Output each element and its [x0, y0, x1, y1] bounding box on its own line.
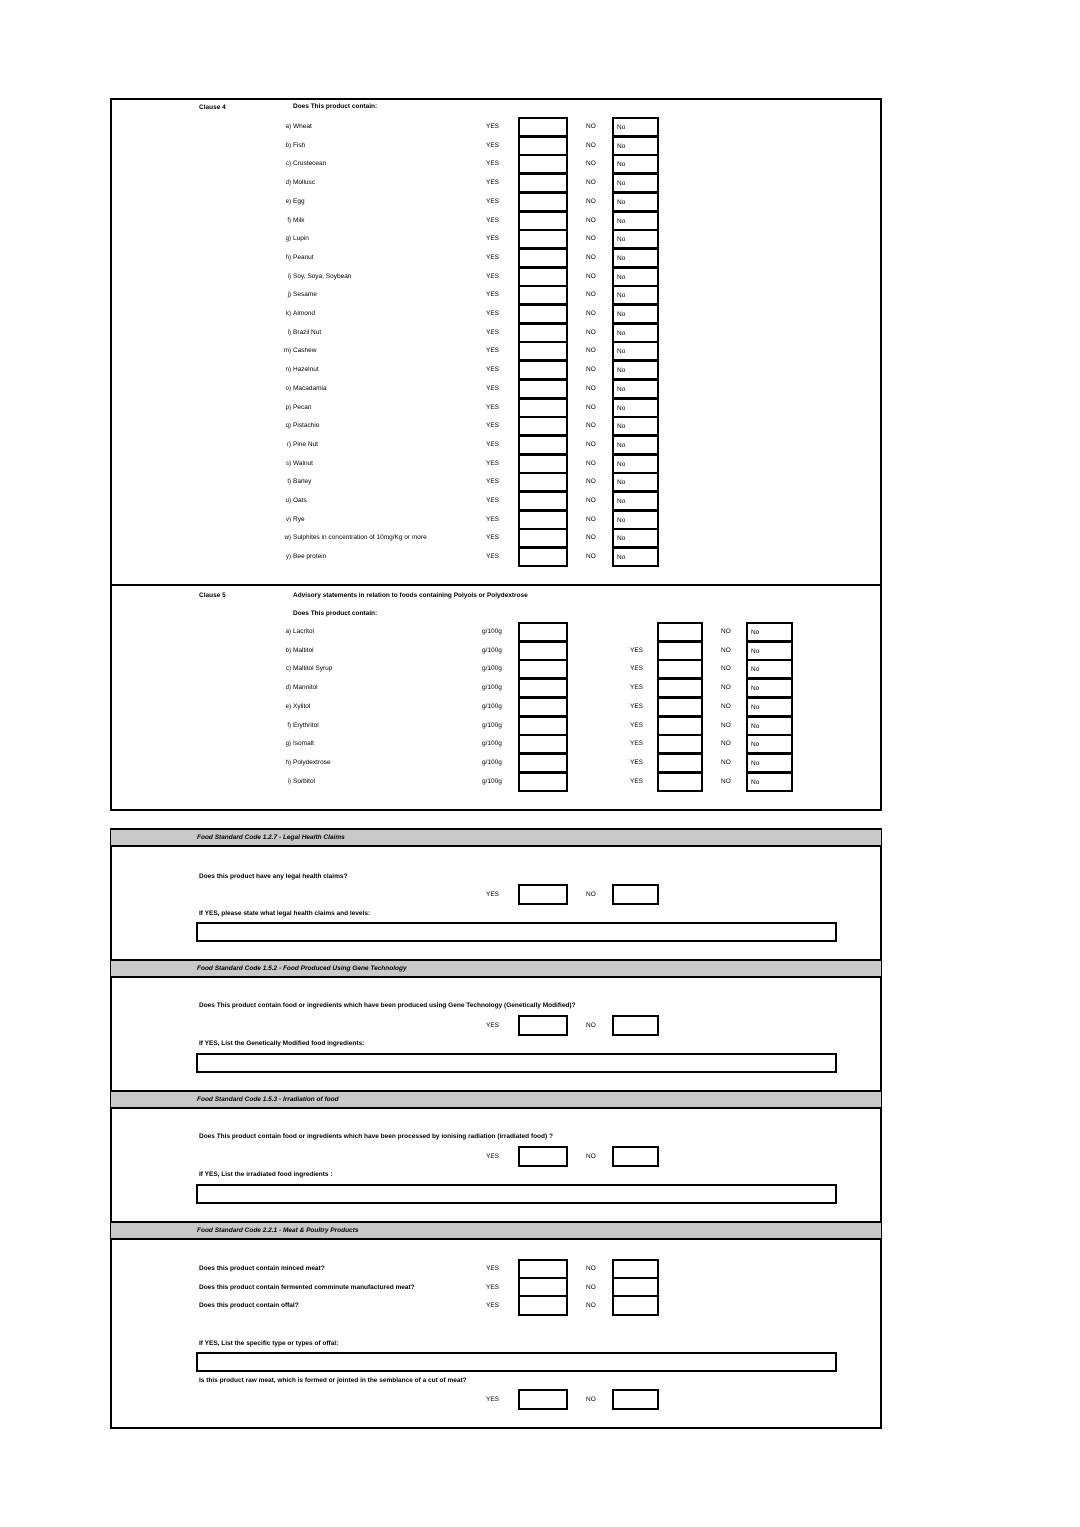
no-value-box[interactable]: No [612, 117, 659, 137]
clause5-label: Clause 5 [199, 592, 226, 599]
yes-box[interactable] [657, 772, 703, 792]
no-label: NO [586, 273, 596, 280]
item-name: Mollusc [293, 179, 316, 186]
no-label: NO [586, 123, 596, 130]
yes-label: YES [486, 478, 500, 485]
meat-q2: Does this product contain fermented comminute manufactured meat? [199, 1284, 415, 1291]
meat-q3-no-label: NO [586, 1302, 596, 1309]
no-label: NO [586, 534, 596, 541]
item-name: Bee protein [293, 553, 327, 560]
meat-q4-yes-box[interactable] [518, 1389, 568, 1410]
yes-box[interactable] [518, 154, 568, 174]
item-letter: g) [285, 236, 291, 242]
amount-box[interactable] [518, 753, 568, 773]
no-label: NO [586, 553, 596, 560]
item-name: Cashew [293, 347, 317, 354]
item-letter: e) [285, 199, 291, 205]
yes-label: YES [630, 778, 644, 785]
section-title-health: Food Standard Code 1.2.7 - Legal Health Claims [197, 834, 345, 841]
yes-box[interactable] [518, 547, 568, 567]
no-value-box[interactable]: No [746, 716, 793, 736]
item-name: Sorbitol [293, 778, 316, 785]
clause4-label: Clause 4 [199, 104, 226, 111]
no-value-box[interactable]: No [612, 323, 659, 343]
yes-label: YES [486, 160, 500, 167]
yes-label: YES [486, 404, 500, 411]
no-value-box[interactable]: No [612, 248, 659, 268]
health-no-label: NO [586, 891, 596, 898]
item-letter: d) [285, 180, 291, 186]
gm-question: Does This product contain food or ingredients which have been produced using Gene Technology (Genetically Modified)? [199, 1002, 576, 1009]
amount-box[interactable] [518, 734, 568, 754]
item-name: Oats [293, 497, 307, 504]
no-value-box[interactable]: No [612, 341, 659, 361]
yes-label: YES [630, 759, 644, 766]
yes-box[interactable] [518, 528, 568, 548]
yes-label: YES [486, 217, 500, 224]
yes-box[interactable] [518, 510, 568, 530]
no-value-box[interactable]: No [746, 678, 793, 698]
item-letter: b) [285, 143, 291, 149]
amount-box[interactable] [518, 772, 568, 792]
no-value-box[interactable]: No [746, 772, 793, 792]
no-value-box[interactable]: No [612, 472, 659, 492]
yes-box[interactable] [518, 454, 568, 474]
no-label: NO [586, 217, 596, 224]
item-name: Egg [293, 198, 305, 205]
item-letter: c) [286, 161, 291, 167]
yes-box[interactable] [657, 734, 703, 754]
unit-label: g/100g [482, 628, 502, 635]
item-letter: i) [287, 779, 291, 785]
unit-label: g/100g [482, 778, 502, 785]
item-name: Sesame [293, 291, 317, 298]
health-claims-input[interactable] [196, 922, 837, 942]
section-header-meat [111, 1221, 881, 1240]
no-label: NO [586, 404, 596, 411]
item-name: Wheat [293, 123, 312, 130]
item-letter: j) [287, 292, 291, 298]
item-name: Soy, Soya, Soybean [293, 273, 352, 280]
item-name: Fish [293, 142, 306, 149]
item-letter: o) [285, 386, 291, 392]
item-name: Lacritol [293, 628, 314, 635]
yes-label: YES [486, 291, 500, 298]
meat-followup: If YES, List the specific type or types of offal: [199, 1340, 339, 1347]
meat-q2-yes-box[interactable] [518, 1277, 568, 1297]
no-value-box[interactable]: No [612, 192, 659, 212]
item-name: Maltitol [293, 647, 314, 654]
item-letter: b) [285, 648, 291, 654]
no-value-box[interactable]: No [612, 379, 659, 399]
no-label: NO [586, 366, 596, 373]
meat-q2-yes-label: YES [486, 1284, 500, 1291]
meat-q1-no-label: NO [586, 1265, 596, 1272]
item-name: Brazil Nut [293, 329, 322, 336]
section-header-irradiation [111, 1090, 881, 1109]
yes-label: YES [486, 441, 500, 448]
item-letter: m) [284, 348, 291, 354]
no-value-box[interactable]: No [612, 360, 659, 380]
unit-label: g/100g [482, 740, 502, 747]
yes-box[interactable] [518, 285, 568, 305]
item-letter: n) [285, 367, 291, 373]
no-label: NO [586, 142, 596, 149]
yes-box[interactable] [518, 211, 568, 231]
yes-label: YES [630, 647, 644, 654]
meat-q3: Does this product contain offal? [199, 1302, 299, 1309]
no-label: NO [586, 310, 596, 317]
unit-label: g/100g [482, 759, 502, 766]
yes-label: YES [486, 329, 500, 336]
yes-label: YES [486, 198, 500, 205]
yes-label: YES [486, 235, 500, 242]
yes-box[interactable] [657, 716, 703, 736]
no-label: NO [586, 422, 596, 429]
yes-box[interactable] [518, 323, 568, 343]
no-label: NO [586, 179, 596, 186]
meat-q3-no-box[interactable] [612, 1295, 659, 1316]
item-letter: q) [285, 423, 291, 429]
meat-q1-yes-label: YES [486, 1265, 500, 1272]
yes-label: YES [486, 273, 500, 280]
health-no-box[interactable] [612, 884, 659, 905]
yes-box[interactable] [657, 622, 703, 642]
irradiation-ingredients-input[interactable] [196, 1184, 837, 1204]
item-letter: y) [286, 554, 291, 560]
item-letter: h) [285, 255, 291, 261]
amount-box[interactable] [518, 622, 568, 642]
irradiation-no-box[interactable] [612, 1146, 659, 1167]
yes-box[interactable] [518, 398, 568, 418]
yes-label: YES [630, 740, 644, 747]
item-letter: h) [285, 760, 291, 766]
yes-box[interactable] [518, 173, 568, 193]
item-name: Erythritol [293, 722, 319, 729]
section-title-irradiation: Food Standard Code 1.5.3 - Irradiation of food [197, 1096, 339, 1103]
item-letter: c) [286, 666, 291, 672]
no-label: NO [721, 778, 731, 785]
yes-label: YES [486, 123, 500, 130]
item-letter: l) [287, 330, 291, 336]
no-label: NO [586, 347, 596, 354]
item-letter: a) [285, 629, 291, 635]
health-followup: If YES, please state what legal health claims and levels: [199, 910, 371, 917]
no-label: NO [586, 235, 596, 242]
unit-label: g/100g [482, 703, 502, 710]
no-value-box[interactable]: No [612, 454, 659, 474]
no-label: NO [586, 478, 596, 485]
item-name: Maltitol Syrup [293, 665, 333, 672]
item-name: Isomalt [293, 740, 314, 747]
no-label: NO [721, 628, 731, 635]
no-label: NO [586, 516, 596, 523]
no-label: NO [586, 460, 596, 467]
no-value-box[interactable]: No [612, 416, 659, 436]
irradiation-no-label: NO [586, 1153, 596, 1160]
no-value-box[interactable]: No [612, 435, 659, 455]
section-title-gm: Food Standard Code 1.5.2 - Food Produced Using Gene Technology [197, 965, 407, 972]
amount-box[interactable] [518, 716, 568, 736]
no-value-box[interactable]: No [612, 136, 659, 156]
yes-box[interactable] [657, 678, 703, 698]
gm-yes-box[interactable] [518, 1015, 568, 1036]
item-letter: i) [287, 274, 291, 280]
yes-label: YES [486, 497, 500, 504]
item-name: Almond [293, 310, 316, 317]
no-label: NO [586, 329, 596, 336]
no-value-box[interactable]: No [612, 547, 659, 567]
irradiation-yes-box[interactable] [518, 1146, 568, 1167]
item-letter: s) [286, 461, 291, 467]
item-name: Macadamia [293, 385, 327, 392]
yes-label: YES [486, 516, 500, 523]
yes-box[interactable] [518, 304, 568, 324]
meat-q2-no-label: NO [586, 1284, 596, 1291]
meat-q2-no-box[interactable] [612, 1277, 659, 1297]
no-label: NO [586, 291, 596, 298]
meat-q4: Is this product raw meat, which is formed or jointed in the semblance of a cut of meat? [199, 1377, 467, 1384]
irradiation-question: Does This product contain food or ingredients which have been processed by ionising radiation (irradiated food) ? [199, 1133, 553, 1140]
no-value-box[interactable]: No [746, 753, 793, 773]
item-name: Walnut [293, 460, 313, 467]
item-letter: a) [285, 124, 291, 130]
item-name: Xylitol [293, 703, 311, 710]
no-value-box[interactable]: No [746, 641, 793, 661]
yes-box[interactable] [518, 435, 568, 455]
yes-label: YES [486, 254, 500, 261]
item-letter: w) [284, 535, 291, 541]
yes-box[interactable] [657, 641, 703, 661]
item-name: Pine Nut [293, 441, 318, 448]
amount-box[interactable] [518, 659, 568, 679]
meat-q4-no-box[interactable] [612, 1389, 659, 1410]
no-label: NO [586, 497, 596, 504]
clause5-question: Does This product contain: [293, 610, 378, 617]
yes-label: YES [630, 684, 644, 691]
no-value-box[interactable]: No [612, 398, 659, 418]
yes-box[interactable] [518, 192, 568, 212]
item-letter: v) [286, 517, 291, 523]
no-label: NO [586, 441, 596, 448]
no-value-box[interactable]: No [612, 285, 659, 305]
no-value-box[interactable]: No [746, 734, 793, 754]
clause-divider [111, 584, 881, 586]
yes-label: YES [630, 722, 644, 729]
item-letter: g) [285, 741, 291, 747]
meat-q3-yes-label: YES [486, 1302, 500, 1309]
meat-q4-no-label: NO [586, 1396, 596, 1403]
no-value-box[interactable]: No [746, 697, 793, 717]
item-name: Milk [293, 217, 305, 224]
no-value-box[interactable]: No [612, 211, 659, 231]
health-yes-label: YES [486, 891, 500, 898]
item-letter: f) [287, 218, 291, 224]
amount-box[interactable] [518, 641, 568, 661]
unit-label: g/100g [482, 684, 502, 691]
yes-label: YES [486, 347, 500, 354]
no-label: NO [721, 722, 731, 729]
item-name: Pecan [293, 404, 312, 411]
meat-q1-no-box[interactable] [612, 1259, 659, 1279]
section-header-health [111, 828, 881, 847]
item-name: Peanut [293, 254, 314, 261]
no-value-box[interactable]: No [612, 304, 659, 324]
no-label: NO [586, 198, 596, 205]
no-value-box[interactable]: No [612, 491, 659, 511]
health-yes-box[interactable] [518, 884, 568, 905]
item-letter: f) [287, 723, 291, 729]
health-question: Does this product have any legal health claims? [199, 873, 348, 880]
yes-box[interactable] [518, 248, 568, 268]
unit-label: g/100g [482, 665, 502, 672]
section-header-gm [111, 959, 881, 978]
yes-box[interactable] [518, 341, 568, 361]
yes-box[interactable] [518, 379, 568, 399]
item-name: Barley [293, 478, 312, 485]
no-label: NO [721, 647, 731, 654]
yes-box[interactable] [518, 229, 568, 249]
meat-q1-yes-box[interactable] [518, 1259, 568, 1279]
unit-label: g/100g [482, 722, 502, 729]
item-name: Pistachio [293, 422, 320, 429]
no-value-box[interactable]: No [612, 173, 659, 193]
no-value-box[interactable]: No [612, 510, 659, 530]
item-name: Polydextrose [293, 759, 331, 766]
clause5-title: Advisory statements in relation to foods containing Polyols or Polydextrose [293, 592, 528, 599]
gm-ingredients-input[interactable] [196, 1053, 837, 1073]
yes-label: YES [486, 460, 500, 467]
irradiation-followup: If YES, List the irradiated food ingredients : [199, 1171, 333, 1178]
no-label: NO [721, 759, 731, 766]
standards-frame [110, 828, 882, 1429]
yes-box[interactable] [518, 136, 568, 156]
no-value-box[interactable]: No [746, 659, 793, 679]
yes-box[interactable] [518, 491, 568, 511]
irradiation-yes-label: YES [486, 1153, 500, 1160]
no-value-box[interactable]: No [612, 154, 659, 174]
gm-no-box[interactable] [612, 1015, 659, 1036]
gm-yes-label: YES [486, 1022, 500, 1029]
yes-label: YES [486, 534, 500, 541]
item-name: Hazelnut [293, 366, 319, 373]
yes-label: YES [486, 310, 500, 317]
no-label: NO [721, 684, 731, 691]
no-label: NO [721, 665, 731, 672]
item-name: Rye [293, 516, 305, 523]
item-letter: d) [285, 685, 291, 691]
yes-box[interactable] [518, 117, 568, 137]
item-letter: e) [285, 704, 291, 710]
item-name: Lupin [293, 235, 309, 242]
yes-label: YES [486, 385, 500, 392]
item-letter: t) [287, 479, 291, 485]
meat-q1: Does this product contain minced meat? [199, 1265, 325, 1272]
item-letter: u) [285, 498, 291, 504]
no-value-box[interactable]: No [612, 229, 659, 249]
yes-box[interactable] [657, 753, 703, 773]
no-label: NO [586, 385, 596, 392]
yes-box[interactable] [518, 360, 568, 380]
yes-label: YES [486, 366, 500, 373]
yes-box[interactable] [657, 697, 703, 717]
meat-q4-yes-label: YES [486, 1396, 500, 1403]
item-name: Crustecean [293, 160, 327, 167]
yes-label: YES [486, 553, 500, 560]
amount-box[interactable] [518, 697, 568, 717]
yes-label: YES [486, 142, 500, 149]
no-value-box[interactable]: No [612, 267, 659, 287]
yes-box[interactable] [518, 416, 568, 436]
offal-types-input[interactable] [196, 1352, 837, 1372]
no-label: NO [721, 703, 731, 710]
gm-followup: If YES, List the Genetically Modified food ingredients: [199, 1040, 365, 1047]
gm-no-label: NO [586, 1022, 596, 1029]
yes-label: YES [630, 665, 644, 672]
item-letter: p) [285, 405, 291, 411]
no-label: NO [586, 254, 596, 261]
yes-label: YES [486, 179, 500, 186]
unit-label: g/100g [482, 647, 502, 654]
yes-box[interactable] [518, 472, 568, 492]
no-value-box[interactable]: No [612, 528, 659, 548]
item-letter: r) [287, 442, 291, 448]
no-label: NO [586, 160, 596, 167]
yes-label: YES [486, 422, 500, 429]
clause4-question: Does This product contain: [293, 103, 378, 110]
meat-q3-yes-box[interactable] [518, 1295, 568, 1316]
yes-label: YES [630, 703, 644, 710]
yes-box[interactable] [518, 267, 568, 287]
no-label: NO [721, 740, 731, 747]
item-name: Mannitol [293, 684, 318, 691]
amount-box[interactable] [518, 678, 568, 698]
item-letter: k) [286, 311, 291, 317]
no-value-box[interactable]: No [746, 622, 793, 642]
item-name: Sulphites in concentration of 10mg/Kg or more [293, 534, 427, 541]
yes-box[interactable] [657, 659, 703, 679]
section-title-meat: Food Standard Code 2.2.1 - Meat & Poultry Products [197, 1227, 359, 1234]
